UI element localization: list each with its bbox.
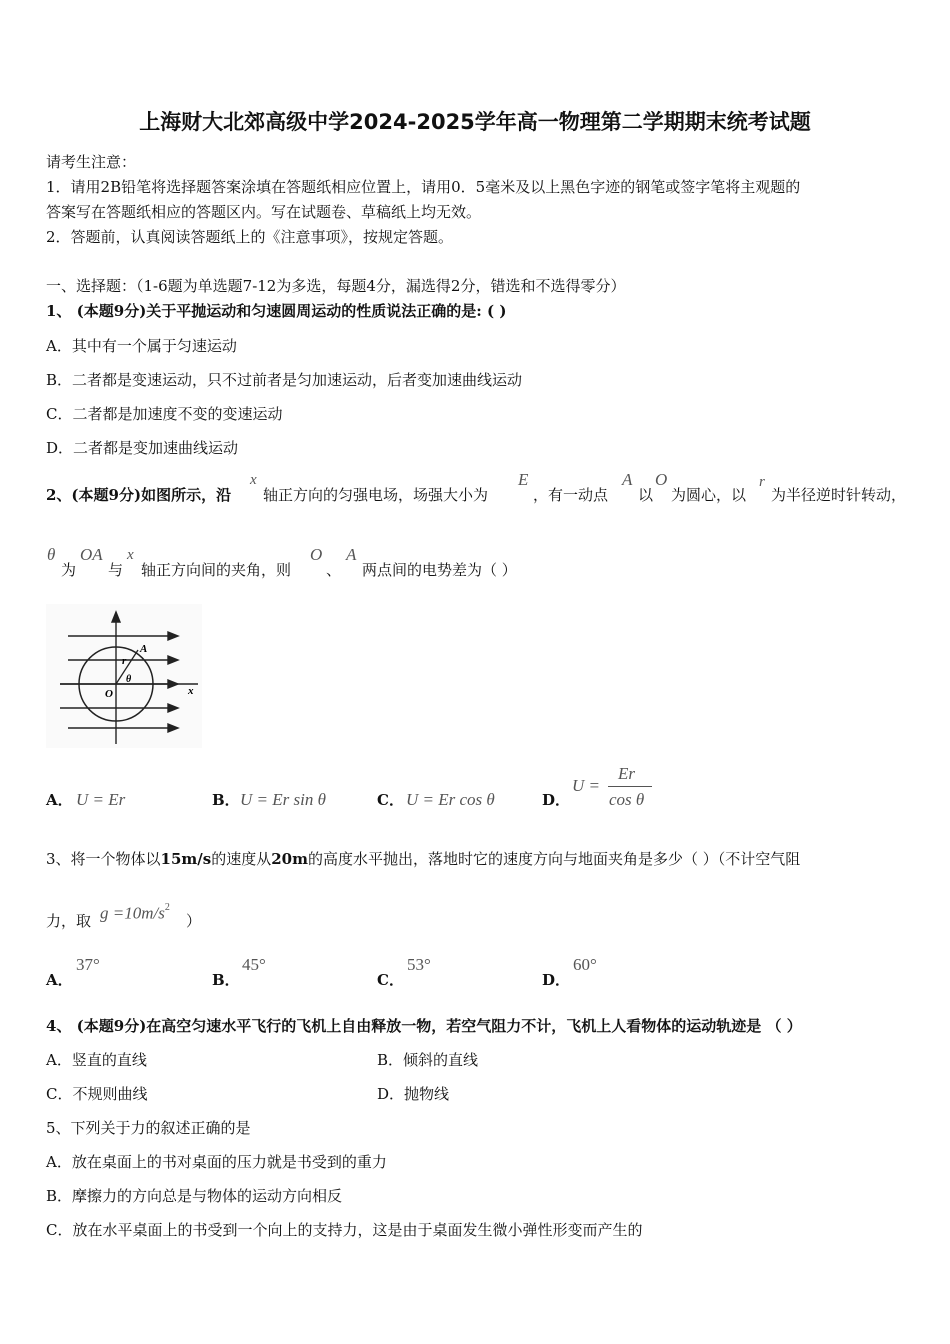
q3-gravity xyxy=(100,900,170,924)
q2-text-8: 与 xyxy=(108,561,124,579)
q4-option-c: C．不规则曲线 xyxy=(46,1085,148,1103)
q3-gravity-value: g =10m/s xyxy=(100,903,165,923)
q3-text-4: 力，取 xyxy=(46,912,92,930)
q3-text-2: 的速度从 xyxy=(211,850,272,868)
q2-option-d-lhs: U = xyxy=(572,776,600,795)
q3-text-1: 3、将一个物体以 xyxy=(46,850,161,868)
q4-option-d: D．抛物线 xyxy=(377,1085,450,1103)
q2-text-6: 为半径逆时针转动， xyxy=(771,486,907,504)
q3-option-c-label: C． xyxy=(377,971,404,989)
q5-stem: 5、下列关于力的叙述正确的是 xyxy=(46,1119,251,1137)
q3-text-3: 的高度水平抛出，落地时它的速度方向与地面夹角是多少（ ）（不计空气阻 xyxy=(307,850,801,868)
q3-option-c-value: 53° xyxy=(407,955,431,974)
notice-line-3: 2．答题前，认真阅读答题纸上的《注意事项》，按规定答题。 xyxy=(46,228,454,246)
q1-option-d: D．二者都是变加速曲线运动 xyxy=(46,439,239,457)
notice-heading: 请考生注意： xyxy=(46,153,137,171)
q2-option-a-expr: U = Er xyxy=(76,790,126,809)
q3-option-b-label: B． xyxy=(212,971,240,989)
q3-option-d-value: 60° xyxy=(573,955,597,974)
q2-sym-a2: A xyxy=(346,545,357,564)
q2-sym-o2: O xyxy=(310,545,323,564)
q2-text-10: 、 xyxy=(326,561,342,579)
q3-gravity-exponent: 2 xyxy=(164,902,170,913)
q2-sym-e: E xyxy=(518,470,529,489)
q2-sym-theta: θ xyxy=(47,545,56,564)
q2-text-5: 为圆心，以 xyxy=(671,486,747,504)
q3-option-a-label: A． xyxy=(46,971,73,989)
q2-option-a-label: A． xyxy=(46,791,73,809)
figure-label-a: A xyxy=(140,643,148,655)
q3-option-b-value: 45° xyxy=(242,955,266,974)
q2-text-3: ，有一动点 xyxy=(533,486,609,504)
q2-sym-x2: x xyxy=(127,547,134,563)
q2-text-9: 轴正方向间的夹角，则 xyxy=(141,561,292,579)
figure-label-o: O xyxy=(105,688,113,700)
q2-text-4: 以 xyxy=(638,486,654,504)
q2-option-d-denominator: cos θ xyxy=(609,790,645,809)
q3-height: 20m xyxy=(271,850,308,868)
figure-label-r: r xyxy=(122,655,127,667)
q2-option-d-numerator: Er xyxy=(618,764,635,783)
q5-option-c: C．放在水平桌面上的书受到一个向上的支持力，这是由于桌面发生微小弹性形变而产生的 xyxy=(46,1221,643,1239)
q4-option-b: B．倾斜的直线 xyxy=(377,1051,479,1069)
q2-text-11: 两点间的电势差为（ ） xyxy=(362,561,517,579)
notice-line-2: 答案写在答题纸相应的答题区内。写在试题卷、草稿纸上均无效。 xyxy=(46,203,482,221)
notice-line-1: 1．请用2B铅笔将选择题答案涂填在答题纸相应位置上，请用0．5毫米及以上黑色字迹的钢笔或签字笔将主观题的 xyxy=(46,178,801,196)
section-heading: 一、选择题：（1-6题为单选题7-12为多选，每题4分，漏选得2分，错选和不选得零分） xyxy=(46,277,626,295)
q4-stem: 4、 (本题9分)在高空匀速水平飞行的飞机上自由释放一物，若空气阻力不计，飞机上人看物体的运动轨迹是 （ ） xyxy=(46,1017,802,1035)
q1-stem: 1、 (本题9分)关于平抛运动和匀速圆周运动的性质说法正确的是: ( ) xyxy=(46,302,507,320)
q1-option-b: B．二者都是变速运动，只不过前者是匀加速运动，后者变加速曲线运动 xyxy=(46,371,523,389)
q5-option-b: B．摩擦力的方向总是与物体的运动方向相反 xyxy=(46,1187,343,1205)
q2-sym-x: x xyxy=(250,472,257,488)
q2-option-b-expr: U = Er sin θ xyxy=(240,790,326,809)
q3-speed: 15m/s xyxy=(160,850,212,868)
q2-text-7: 为 xyxy=(61,561,77,579)
q2-sym-o: O xyxy=(655,470,668,489)
figure-label-x: x xyxy=(188,685,194,697)
q2-option-d-fraction-bar xyxy=(608,786,652,787)
electric-field-figure xyxy=(46,604,202,748)
q2-option-d-label: D． xyxy=(542,791,571,809)
q5-option-a: A．放在桌面上的书对桌面的压力就是书受到的重力 xyxy=(46,1153,387,1171)
page-title: 上海财大北郊高级中学2024-2025学年高一物理第二学期期末统考试题 xyxy=(139,110,811,134)
q2-sym-oa: OA xyxy=(80,545,103,564)
figure-label-theta: θ xyxy=(126,674,132,685)
q3-option-d-label: D． xyxy=(542,971,571,989)
q3-option-a-value: 37° xyxy=(76,955,100,974)
q3-stem-line-1 xyxy=(46,849,800,869)
q2-text-2: 轴正方向的匀强电场，场强大小为 xyxy=(263,486,489,504)
q2-text-1: 2、(本题9分)如图所示，沿 xyxy=(46,486,232,504)
q2-option-b-label: B． xyxy=(212,791,240,809)
q1-option-c: C．二者都是加速度不变的变速运动 xyxy=(46,405,283,423)
q2-option-c-label: C． xyxy=(377,791,404,809)
q1-option-a: A．其中有一个属于匀速运动 xyxy=(46,337,237,355)
q4-option-a: A．竖直的直线 xyxy=(46,1051,147,1069)
q3-text-5: ） xyxy=(186,912,202,930)
q2-option-c-expr: U = Er cos θ xyxy=(406,790,495,809)
q2-sym-r: r xyxy=(759,474,765,490)
q2-sym-a: A xyxy=(622,470,633,489)
